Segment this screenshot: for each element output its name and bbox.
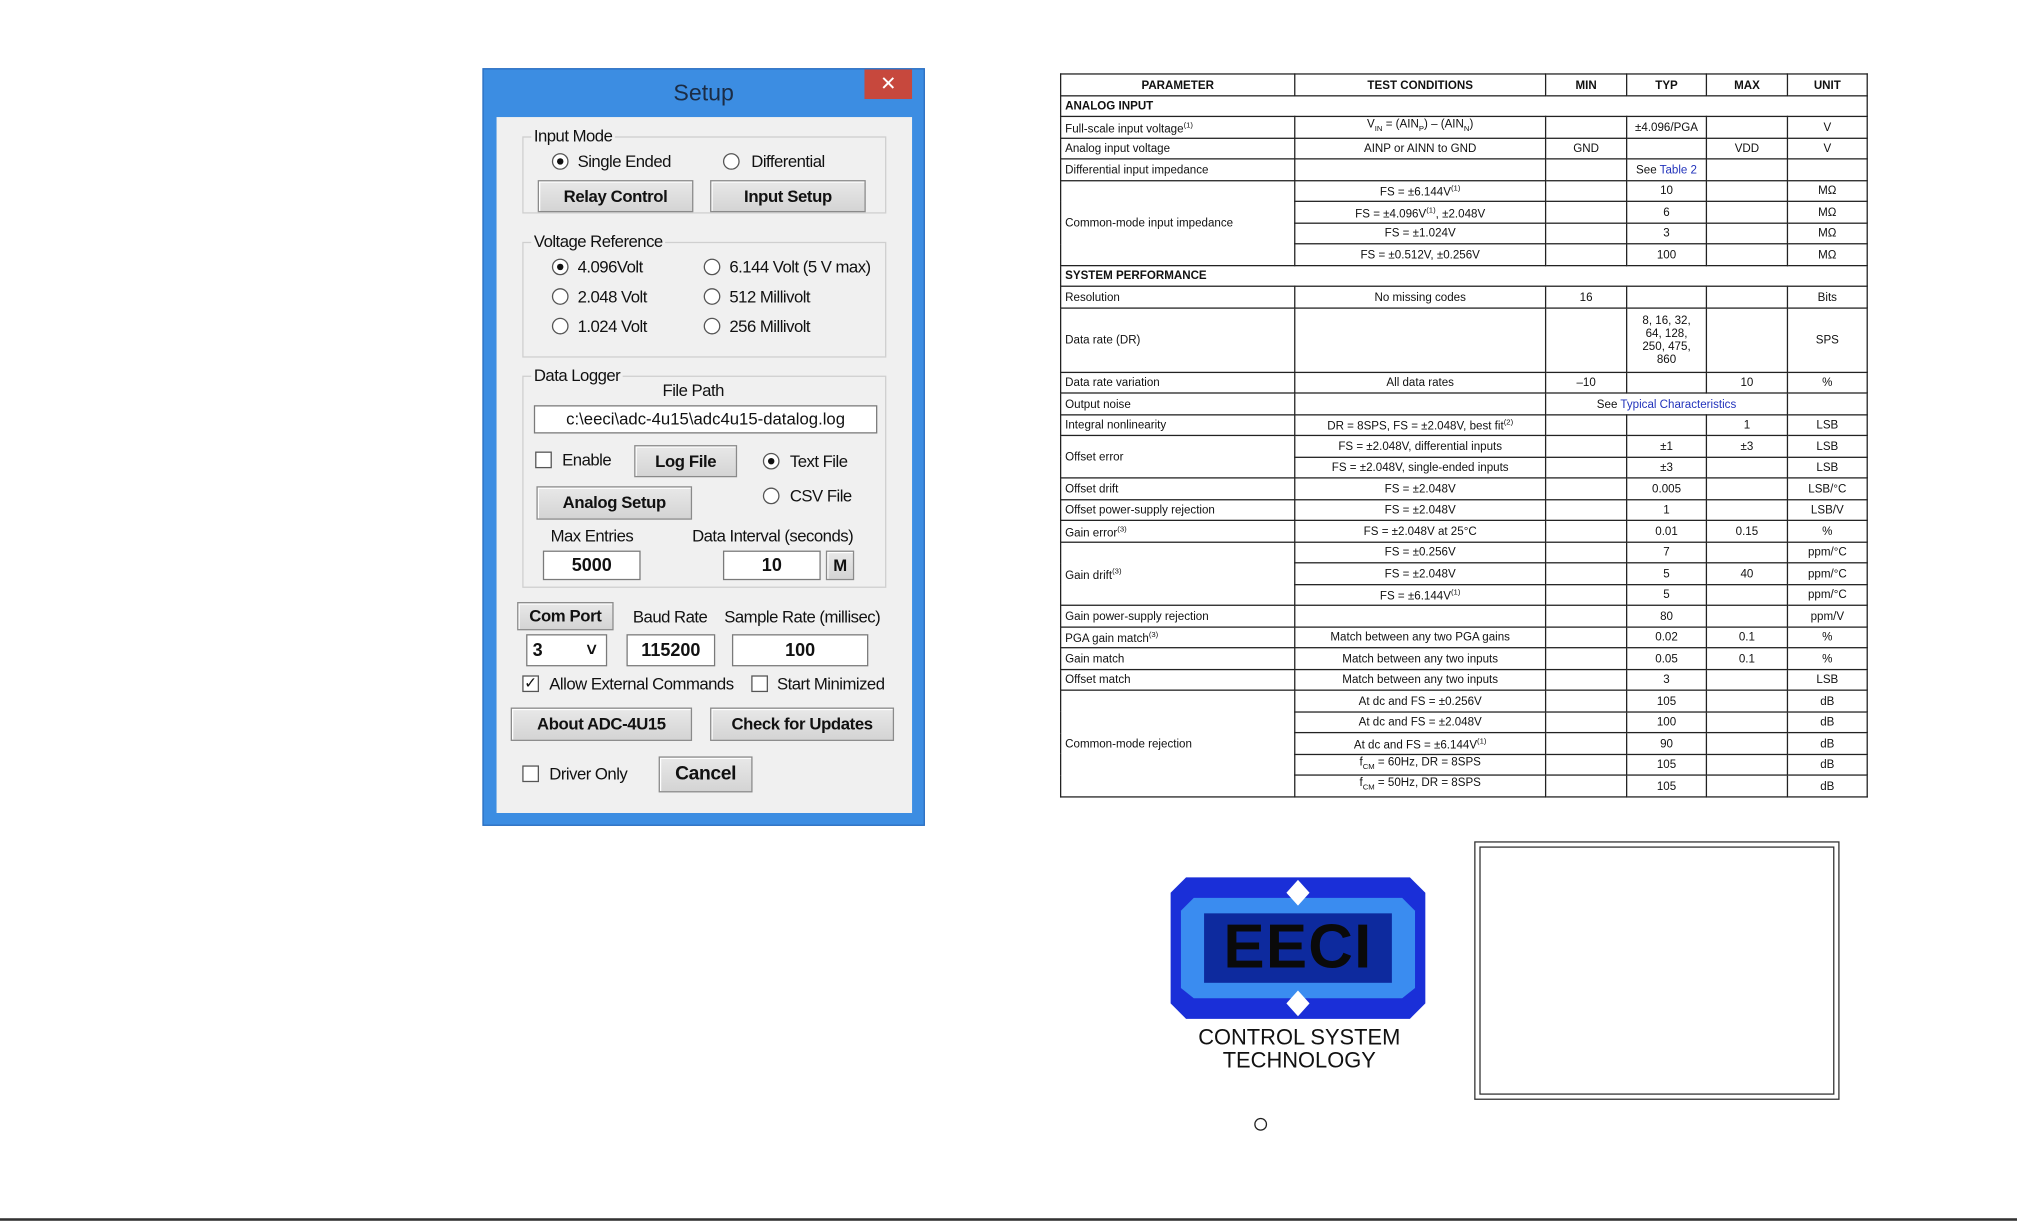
allow-external-checkbox[interactable]: ✓: [524, 674, 538, 693]
voltage-reference-label: Voltage Reference: [531, 232, 665, 251]
table-cell: [1706, 542, 1787, 563]
table-cell: FS = $\pm 4.096V^{(1)}$, ±2.048V: [1295, 201, 1546, 222]
table-cell: LSB/°C: [1787, 478, 1867, 499]
relay-control-button[interactable]: Relay Control: [538, 180, 694, 212]
table-cell: Match between any two inputs: [1295, 648, 1546, 669]
table-cell: [1627, 286, 1707, 307]
vref-512m-radio[interactable]: [704, 288, 721, 305]
data-logger-label: Data Logger: [531, 365, 623, 384]
table-cell: [1295, 605, 1546, 626]
table-cell: 10: [1706, 372, 1787, 393]
eeci-logo: [1165, 875, 1430, 1029]
table-cell: 105: [1627, 754, 1707, 775]
table-cell: LSB: [1787, 457, 1867, 478]
table-cell: [1546, 201, 1627, 222]
vref-256m-radio[interactable]: [704, 318, 721, 335]
table-cell: MΩ: [1787, 180, 1867, 201]
eeci-logo-text: EECI: [1223, 913, 1373, 982]
table-cell: At dc and FS = ±2.048V: [1295, 711, 1546, 732]
csv-file-radio[interactable]: [763, 488, 780, 505]
table-cell: FS = ±0.256V: [1295, 542, 1546, 563]
table-cell: [1546, 775, 1627, 796]
table-cell: 0.005: [1627, 478, 1707, 499]
table-cell: FS = ±1.024V: [1295, 223, 1546, 244]
table-row: [1061, 542, 1868, 563]
table-cell: dB: [1787, 754, 1867, 775]
table-cell: [1546, 180, 1627, 201]
table-cell: [1787, 393, 1867, 414]
table-cell: FS = ±2.048V, differential inputs: [1295, 435, 1546, 456]
sample-rate-label: Sample Rate (millisec): [724, 607, 881, 627]
table-cell: 0.15: [1706, 520, 1787, 541]
table-cell: Data rate variation: [1061, 372, 1295, 393]
table-cell: ±1: [1627, 435, 1707, 456]
table-cell: 7: [1627, 542, 1707, 563]
file-path-input[interactable]: c:\eeci\adc-4u15\adc4u15-datalog.log: [534, 405, 877, 433]
logo-line-1: CONTROL SYSTEM: [1198, 1025, 1401, 1050]
table-cell: Gain match: [1061, 648, 1295, 669]
table-cell: 100: [1627, 711, 1707, 732]
table-cell: [1706, 286, 1787, 307]
table-cell: [1295, 393, 1546, 414]
table-cell: 5: [1627, 584, 1707, 605]
sample-rate-input[interactable]: 100: [732, 634, 868, 666]
table-cell: dB: [1787, 690, 1867, 711]
table-cell: [1706, 159, 1787, 180]
table-cell: $f_{CM} = 50Hz$, DR = 8SPS: [1295, 775, 1546, 796]
table-cell: [1546, 626, 1627, 647]
com-port-value: 3: [532, 639, 543, 660]
table-cell: ±3: [1627, 457, 1707, 478]
table-cell: 3: [1627, 223, 1707, 244]
table-cell: [1706, 605, 1787, 626]
dialog-client-area: [497, 117, 913, 813]
table-cell: [1546, 159, 1627, 180]
chevron-down-icon[interactable]: ˅: [586, 639, 597, 660]
table-cell: [1546, 733, 1627, 754]
table-cell: 3: [1627, 669, 1707, 690]
table-cell: Offset error: [1061, 435, 1295, 477]
table-cell: Differential input impedance: [1061, 159, 1295, 180]
table-row: [1061, 116, 1868, 137]
table-cell: [1295, 307, 1546, 371]
table-cell: 10: [1627, 180, 1707, 201]
table-cell: 0.05: [1627, 648, 1707, 669]
table-cell: ppm/°C: [1787, 563, 1867, 584]
about-button[interactable]: About ADC-4U15: [511, 708, 692, 741]
com-port-select[interactable]: [526, 634, 607, 666]
table-cell: [1706, 307, 1787, 371]
table-cell: 100: [1627, 244, 1707, 265]
section-analog-input: ANALOG INPUT: [1061, 95, 1868, 116]
table-cell: FS = ±2.048V: [1295, 563, 1546, 584]
table-cell: %: [1787, 648, 1867, 669]
table-cell: [1546, 435, 1627, 456]
table-cell: [1546, 414, 1627, 435]
vref-2048-radio[interactable]: [552, 288, 569, 305]
spec-table: [1060, 73, 1868, 797]
table-cell: FS = ±2.048V: [1295, 478, 1546, 499]
table-cell: ±4.096/PGA: [1627, 116, 1707, 137]
table-row: [1061, 499, 1868, 520]
table-cell: Full-scale input voltage$^{(1)}$: [1061, 116, 1295, 137]
driver-only-label: Driver Only: [549, 764, 628, 784]
table-cell: [1546, 307, 1627, 371]
vref-6144-label: 6.144 Volt (5 V max): [729, 257, 871, 277]
table-cell: Data rate (DR): [1061, 307, 1295, 371]
table-row: [1061, 159, 1868, 180]
table-cell: VDD: [1706, 138, 1787, 159]
driver-only-checkbox[interactable]: [522, 765, 539, 782]
table-cell: [1546, 690, 1627, 711]
table-cell: 1: [1706, 414, 1787, 435]
table-cell: $V_{IN} = (AIN_P) - (AIN_N)$: [1295, 116, 1546, 137]
table-cell: [1546, 542, 1627, 563]
table-cell: [1546, 244, 1627, 265]
table-cell: [1706, 180, 1787, 201]
logo-line-2: TECHNOLOGY: [1222, 1048, 1376, 1073]
table-cell: %: [1787, 626, 1867, 647]
table-row: [1061, 307, 1868, 371]
table-cell: [1706, 669, 1787, 690]
table-row: [1061, 626, 1868, 647]
table-cell: Bits: [1787, 286, 1867, 307]
table-cell: [1546, 605, 1627, 626]
data-interval-label: Data Interval (seconds): [692, 526, 854, 546]
check-updates-button[interactable]: Check for Updates: [710, 708, 894, 741]
table-cell: MΩ: [1787, 223, 1867, 244]
text-file-label: Text File: [789, 451, 848, 471]
table-cell: SPS: [1787, 307, 1867, 371]
com-port-button[interactable]: Com Port: [517, 602, 613, 630]
table-cell: [1546, 648, 1627, 669]
table-cell: Resolution: [1061, 286, 1295, 307]
table-cell: 40: [1706, 563, 1787, 584]
vref-1024-radio[interactable]: [552, 318, 569, 335]
table-row: [1061, 286, 1868, 307]
header-parameter: PARAMETER: [1061, 74, 1295, 95]
table-cell: 0.1: [1706, 648, 1787, 669]
table-cell: 0.01: [1627, 520, 1707, 541]
max-entries-label: Max Entries: [550, 526, 634, 546]
table-cell: Analog input voltage: [1061, 138, 1295, 159]
table-cell: [1546, 223, 1627, 244]
table-cell: dB: [1787, 775, 1867, 796]
table-cell: Match between any two inputs: [1295, 669, 1546, 690]
table-row: [1061, 478, 1868, 499]
table-row: [1061, 435, 1868, 456]
table-cell: [1546, 754, 1627, 775]
table-cell: At dc and FS = ±0.256V: [1295, 690, 1546, 711]
table-cell: [1706, 457, 1787, 478]
table-cell: FS = ±0.512V, ±0.256V: [1295, 244, 1546, 265]
table-row: [1061, 180, 1868, 201]
table-cell: LSB/V: [1787, 499, 1867, 520]
file-path-label: File Path: [662, 380, 724, 401]
bottom-divider: [0, 1218, 2017, 1221]
table-cell: [1706, 690, 1787, 711]
table-cell: [1706, 754, 1787, 775]
table-row: [1061, 669, 1868, 690]
differential-radio[interactable]: [723, 153, 740, 170]
enable-label: Enable: [562, 450, 612, 470]
table-cell: 80: [1627, 605, 1707, 626]
table-cell: %: [1787, 520, 1867, 541]
image-frame-inner: [1479, 846, 1834, 1094]
start-minimized-label: Start Minimized: [776, 674, 885, 694]
input-mode-label: Input Mode: [531, 126, 615, 145]
table-cell: V: [1787, 138, 1867, 159]
table-cell: [1706, 584, 1787, 605]
table-cell: ppm/V: [1787, 605, 1867, 626]
table-cell: Output noise: [1061, 393, 1295, 414]
table-cell: See Table 2: [1627, 159, 1707, 180]
table-cell: Gain error$^{(3)}$: [1061, 520, 1295, 541]
table-cell: 0.02: [1627, 626, 1707, 647]
table-cell: Common-mode input impedance: [1061, 180, 1295, 265]
vref-6144-radio[interactable]: [704, 259, 721, 276]
table-cell: dB: [1787, 711, 1867, 732]
typical-characteristics-link[interactable]: Typical Characteristics: [1620, 397, 1737, 411]
table-cell: [1706, 733, 1787, 754]
table-cell: [1546, 116, 1627, 137]
table-cell: LSB: [1787, 414, 1867, 435]
close-button[interactable]: ✕: [864, 69, 912, 99]
vref-4096-label: 4.096Volt: [577, 257, 643, 277]
section-row: [1061, 265, 1868, 286]
table-cell: 16: [1546, 286, 1627, 307]
table-2-link[interactable]: Table 2: [1659, 163, 1698, 176]
table-cell: [1706, 711, 1787, 732]
table-cell: 1: [1627, 499, 1707, 520]
table-cell: GND: [1546, 138, 1627, 159]
circle-icon: [1254, 1118, 1267, 1131]
dialog-title: Setup: [673, 79, 734, 106]
header-unit: UNIT: [1787, 74, 1867, 95]
table-cell: [1546, 711, 1627, 732]
table-cell: Offset power-supply rejection: [1061, 499, 1295, 520]
table-row: [1061, 138, 1868, 159]
table-cell: DR = 8SPS, FS = ±2.048V, best fit$^{(2)}$: [1295, 414, 1546, 435]
table-cell: ppm/°C: [1787, 542, 1867, 563]
table-cell: [1706, 223, 1787, 244]
cancel-button[interactable]: Cancel: [659, 756, 753, 792]
table-cell: %: [1787, 372, 1867, 393]
table-cell: –10: [1546, 372, 1627, 393]
table-cell: [1295, 159, 1546, 180]
table-cell: ppm/°C: [1787, 584, 1867, 605]
table-cell: 5: [1627, 563, 1707, 584]
single-ended-radio[interactable]: [552, 153, 569, 170]
text-file-radio[interactable]: [763, 453, 780, 470]
table-cell: [1706, 499, 1787, 520]
table-row: [1061, 520, 1868, 541]
vref-2048-label: 2.048 Volt: [577, 286, 647, 307]
table-cell: [1627, 372, 1707, 393]
vref-512m-label: 512 Millivolt: [729, 286, 811, 307]
table-cell: [1706, 201, 1787, 222]
table-cell: FS = $\pm 6.144V^{(1)}$: [1295, 180, 1546, 201]
section-row: [1061, 95, 1868, 116]
allow-external-label: Allow External Commands: [549, 674, 734, 694]
table-cell: [1627, 414, 1707, 435]
table-cell: V: [1787, 116, 1867, 137]
table-cell: FS = ±2.048V at 25°C: [1295, 520, 1546, 541]
table-row: [1061, 414, 1868, 435]
vref-1024-label: 1.024 Volt: [577, 316, 647, 336]
table-cell: [1546, 669, 1627, 690]
differential-label: Differential: [751, 151, 825, 172]
table-cell: 105: [1627, 775, 1707, 796]
table-cell: PGA gain match$^{(3)}$: [1061, 626, 1295, 647]
table-cell: [1546, 584, 1627, 605]
table-cell: Integral nonlinearity: [1061, 414, 1295, 435]
table-cell: [1546, 563, 1627, 584]
table-cell: LSB: [1787, 435, 1867, 456]
input-setup-button[interactable]: Input Setup: [710, 180, 866, 212]
table-cell: FS = ±2.048V: [1295, 499, 1546, 520]
table-cell: [1546, 520, 1627, 541]
enable-checkbox[interactable]: [535, 452, 552, 469]
data-interval-input[interactable]: 10: [723, 551, 821, 581]
table-cell: 6: [1627, 201, 1707, 222]
table-cell: [1787, 159, 1867, 180]
table-header-row: [1061, 74, 1868, 95]
single-ended-label: Single Ended: [577, 151, 671, 172]
table-cell: No missing codes: [1295, 286, 1546, 307]
table-row: [1061, 605, 1868, 626]
table-cell: AINP or AINN to GND: [1295, 138, 1546, 159]
table-cell: Offset match: [1061, 669, 1295, 690]
section-system-performance: SYSTEM PERFORMANCE: [1061, 265, 1868, 286]
table-cell: Common-mode rejection: [1061, 690, 1295, 796]
table-cell: dB: [1787, 733, 1867, 754]
table-cell: All data rates: [1295, 372, 1546, 393]
table-cell: 90: [1627, 733, 1707, 754]
table-row: [1061, 372, 1868, 393]
table-cell: [1546, 478, 1627, 499]
table-cell: [1627, 138, 1707, 159]
table-row: [1061, 393, 1868, 414]
table-cell: FS = ±2.048V, single-ended inputs: [1295, 457, 1546, 478]
table-cell: Match between any two PGA gains: [1295, 626, 1546, 647]
table-cell: [1546, 457, 1627, 478]
log-file-button[interactable]: Log File: [634, 445, 737, 477]
table-cell: MΩ: [1787, 201, 1867, 222]
table-cell: Gain power-supply rejection: [1061, 605, 1295, 626]
table-row: [1061, 648, 1868, 669]
baud-rate-input[interactable]: 115200: [626, 634, 715, 666]
vref-4096-radio[interactable]: [552, 259, 569, 276]
table-cell: $f_{CM} = 60Hz$, DR = 8SPS: [1295, 754, 1546, 775]
table-cell: FS = $\pm 6.144V^{(1)}$: [1295, 584, 1546, 605]
table-cell: ±3: [1706, 435, 1787, 456]
header-max: MAX: [1706, 74, 1787, 95]
table-cell: [1706, 244, 1787, 265]
max-entries-input[interactable]: 5000: [543, 551, 641, 581]
interval-m-button[interactable]: M: [826, 551, 854, 581]
image-frame: [1474, 841, 1839, 1100]
table-cell: [1546, 499, 1627, 520]
table-cell: At dc and FS = $\pm 6.144V^{(1)}$: [1295, 733, 1546, 754]
table-cell: Offset drift: [1061, 478, 1295, 499]
table-cell: [1706, 775, 1787, 796]
table-cell: [1706, 116, 1787, 137]
start-minimized-checkbox[interactable]: [751, 675, 768, 692]
table-cell: [1706, 478, 1787, 499]
header-min: MIN: [1546, 74, 1627, 95]
table-row: [1061, 690, 1868, 711]
table-cell: LSB: [1787, 669, 1867, 690]
table-cell: 8, 16, 32, 64, 128, 250, 475, 860: [1627, 307, 1707, 371]
table-cell: Gain drift$^{(3)}$: [1061, 542, 1295, 606]
table-cell: 0.1: [1706, 626, 1787, 647]
header-test-conditions: TEST CONDITIONS: [1295, 74, 1546, 95]
table-cell: See Typical Characteristics: [1546, 393, 1788, 414]
header-typ: TYP: [1627, 74, 1707, 95]
table-cell: 105: [1627, 690, 1707, 711]
vref-256m-label: 256 Millivolt: [729, 316, 811, 336]
baud-rate-label: Baud Rate: [632, 607, 708, 627]
setup-dialog: [482, 68, 925, 826]
csv-file-label: CSV File: [789, 486, 852, 506]
analog-setup-button[interactable]: Analog Setup: [536, 486, 692, 519]
table-cell: MΩ: [1787, 244, 1867, 265]
